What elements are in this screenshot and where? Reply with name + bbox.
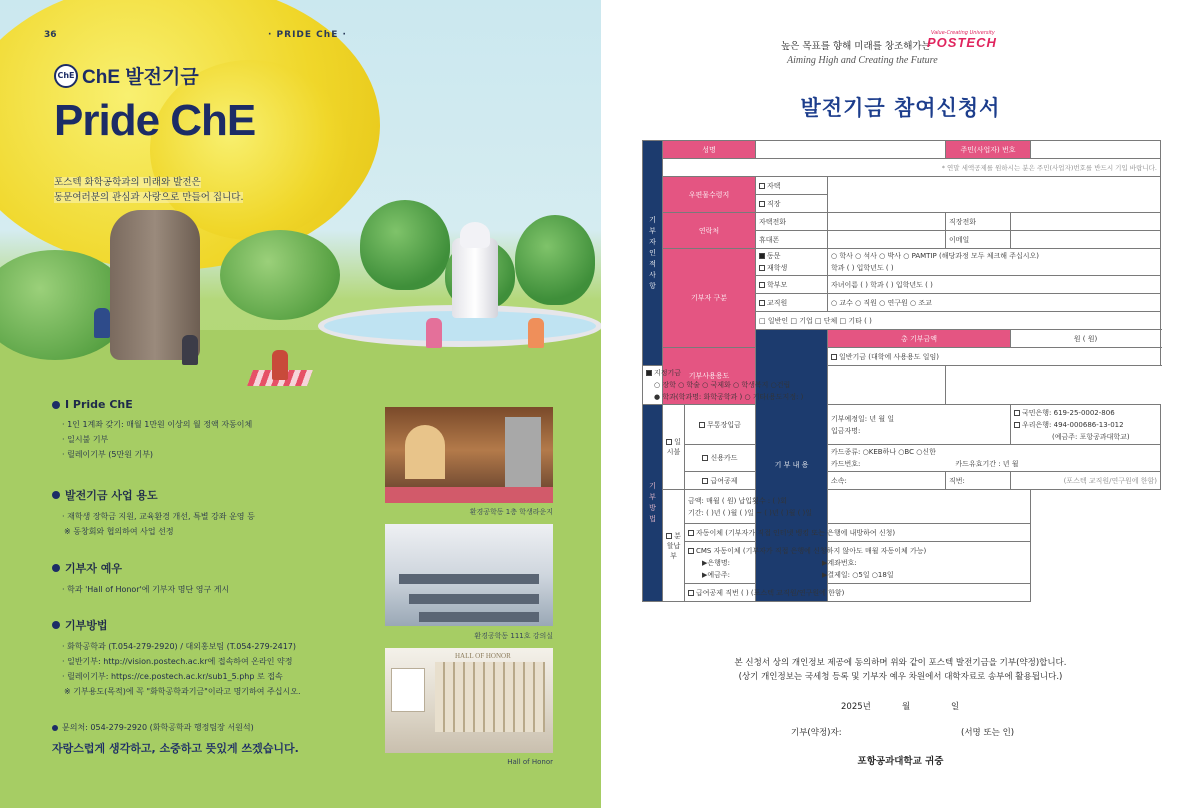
home-phone-field[interactable]	[828, 213, 946, 231]
name-field[interactable]	[756, 141, 946, 159]
label-resident-no: 주민(사업자) 번호	[946, 141, 1031, 159]
cms-note: (기부자가 직접 은행에 신청하지 않아도 매월 자동이체 가능)	[742, 546, 927, 555]
contact-info	[52, 722, 254, 733]
alumni-student-detail[interactable]	[828, 249, 1161, 276]
section-tag: · PRIDE ChE ·	[268, 30, 347, 40]
checkbox-icon	[831, 354, 837, 360]
position-field[interactable]: 직번:	[946, 472, 1011, 490]
installment-amount: 금액: 매월 ( 원) 납입횟수 : ( )회	[688, 496, 787, 505]
option-payroll-2[interactable]	[685, 584, 1031, 602]
intro-text	[54, 175, 294, 205]
section-item: · 학과 'Hall of Honor'에 기부자 명단 영구 게시	[62, 585, 230, 594]
option-label: 지정기금	[654, 369, 682, 377]
bullet-icon	[52, 564, 60, 572]
side-label-donor-info: 기 부 자 인 적 사 항	[643, 141, 663, 366]
label-home-phone: 자택전화	[756, 213, 828, 231]
option-auto-transfer[interactable]	[685, 524, 1031, 542]
designated-department: ● 학과(학과명: 화학공학과 ) ○ 기타(용도지정: )	[654, 393, 804, 401]
option-credit-card[interactable]	[685, 445, 756, 472]
card-type: 카드종류: ○KEB하나 ○BC ○신한	[831, 448, 936, 456]
checkbox-icon	[688, 590, 694, 596]
installment-period: 기간: ( )년 ( )월 ( )일 ~ ( )년 ( )월 ( )일	[688, 508, 813, 517]
option-label: 급여공제	[710, 476, 738, 485]
photo-caption: 환경공학동 111호 강의실	[474, 632, 553, 640]
account-holder: (예금주: 포항공과대학교)	[1052, 432, 1130, 441]
mail-address-field[interactable]	[828, 177, 1161, 213]
option-label: 직장	[767, 199, 781, 208]
consent-line: (상기 개인정보는 국세청 등록 및 기부자 예우 차원에서 대학자료로 송부에 활용됩니다.)	[738, 672, 1063, 682]
option-designated-fund[interactable]	[643, 366, 946, 405]
intro-line: 동문여러분의 관심과 사랑으로 만들어 집니다.	[54, 192, 244, 203]
section-title: 발전기금 사업 용도	[65, 489, 158, 502]
option-parent[interactable]	[756, 276, 828, 294]
photo-hall-of-honor	[385, 648, 553, 753]
option-bank-deposit[interactable]	[685, 405, 756, 445]
label-total-amount: 총 기부금액	[828, 330, 1011, 348]
option-label: CMS 자동이체	[696, 546, 741, 555]
parent-detail[interactable]: 자녀이름 ( ) 학과 ( ) 입학년도 ( )	[828, 276, 1161, 294]
option-label: 무통장입금	[707, 420, 741, 429]
bush	[220, 230, 340, 320]
option-home-address[interactable]	[756, 177, 828, 195]
label-name: 성명	[663, 141, 756, 159]
option-payroll[interactable]	[685, 472, 756, 490]
label-office-phone: 직장전화	[946, 213, 1011, 231]
option-installment[interactable]	[663, 490, 685, 602]
photo-lecture-room	[385, 524, 553, 626]
payroll-note: (포스텍 교직원/연구원에 한함)	[1011, 472, 1161, 490]
side-label-method: 기 부 방 법	[643, 405, 663, 602]
section-title: 기부방법	[65, 619, 108, 632]
photo-student-lounge	[385, 407, 553, 503]
degree-options: ○ 학사 ○ 석사 ○ 박사 ○ PAMTIP (해당과정 모두 체크해 주십시오)	[831, 252, 1040, 260]
person-illustration	[94, 308, 110, 338]
section-item: · 화학공학과 (T.054-279-2920) / 대외홍보팀 (T.054-279-2417)	[62, 642, 297, 651]
checkbox-icon	[702, 455, 708, 461]
label-email: 이메일	[946, 231, 1011, 249]
depositor-name: 입금자명:	[831, 426, 861, 435]
checkbox-checked-icon	[646, 370, 652, 376]
section-item: · 1인 1계좌 갖기: 매월 1만원 이상의 월 정액 자동이체	[62, 420, 253, 429]
person-illustration	[426, 318, 442, 348]
background-tree	[360, 200, 450, 290]
section-title: 기부자 예우	[65, 562, 122, 575]
checkbox-icon	[699, 422, 705, 428]
section-note: ※ 기부용도(목적)에 꼭 "화학공학과기금"이라고 명기하여 주십시오.	[64, 687, 301, 696]
page-title: Pride ChE	[54, 96, 256, 145]
mobile-field[interactable]	[828, 231, 946, 249]
resident-no-note: * 연말 세액공제를 원하시는 분은 주민(사업자)번호를 반드시 기입 바랍니다.	[663, 159, 1161, 177]
option-alumni-student[interactable]	[756, 249, 828, 276]
option-label: 일반기금 (대학에 사용용도 일임)	[839, 352, 940, 361]
checkbox-checked-icon	[759, 253, 765, 259]
checkbox-icon	[666, 533, 672, 539]
option-label: 자동이체	[696, 528, 724, 537]
section-donation-method	[52, 617, 382, 699]
option-general-fund[interactable]	[828, 348, 1161, 366]
checkbox-icon	[1014, 410, 1020, 416]
checkbox-icon	[759, 201, 765, 207]
fountain-statue	[460, 222, 490, 248]
background-tree	[515, 215, 595, 305]
fountain	[452, 238, 498, 318]
person-illustration	[528, 318, 544, 348]
staff-detail[interactable]: ○ 교수 ○ 직원 ○ 연구원 ○ 조교	[828, 294, 1161, 312]
checkbox-icon	[759, 183, 765, 189]
person-illustration	[272, 350, 288, 380]
option-label: 재학생	[767, 264, 788, 272]
option-office-address[interactable]	[756, 195, 828, 213]
hall-of-honor-sign: HALL OF HONOR	[455, 652, 511, 660]
section-note: ※ 동창회와 협의하여 사업 선정	[64, 527, 174, 536]
cms-bank-name: ▶은행명:	[702, 558, 731, 567]
checkbox-icon	[759, 282, 765, 288]
checkbox-icon	[688, 548, 694, 554]
checkbox-icon	[759, 265, 765, 271]
bank-accounts	[1011, 405, 1161, 445]
bank-account-2: 우리은행: 494-000686-13-012	[1022, 420, 1124, 429]
university-motto: Aiming High and Creating the Future	[787, 55, 938, 66]
other-donor-options[interactable]: □ 일반인 □ 기업 □ 단체 □ 기타 ( )	[756, 312, 1161, 330]
option-label: 동문	[767, 252, 781, 260]
total-amount-field[interactable]: 원 ( 원)	[1011, 330, 1161, 348]
closing-message: 자랑스럽게 생각하고, 소중하고 뜻있게 쓰겠습니다.	[52, 742, 299, 755]
email-field[interactable]	[1011, 231, 1161, 249]
bullet-icon	[52, 491, 60, 499]
section-item: · 일시불 기부	[62, 435, 109, 444]
auto-transfer-note: (기부자가 직접 인터넷 뱅킹 또는 은행에 내방하여 신청)	[725, 528, 896, 537]
addressee: 포항공과대학교 귀중	[857, 756, 944, 767]
right-page	[601, 0, 1200, 808]
option-label: 학부모	[767, 280, 788, 289]
checkbox-icon	[702, 478, 708, 484]
card-expiry: 카드유효기간 : 년 월	[955, 460, 1019, 468]
section-i-pride-che	[52, 398, 382, 462]
checkbox-icon	[688, 530, 694, 536]
section-item: · 재학생 장학금 지원, 교육환경 개선, 특별 강좌 운영 등	[62, 512, 255, 521]
option-lump-sum[interactable]	[663, 405, 685, 490]
signature-field[interactable]: (서명 또는 인)	[961, 728, 1015, 738]
section-item: · 릴레이기부: https://ce.postech.ac.kr/sub1_5.php 로 접속	[62, 672, 283, 681]
option-label: 자택	[767, 181, 781, 190]
option-cms[interactable]	[685, 542, 1031, 584]
installment-amount-period[interactable]	[685, 490, 1031, 524]
option-label: 교직원	[767, 298, 788, 307]
label-purpose: 기부사용용도	[663, 348, 756, 405]
page-number: 36	[44, 30, 57, 40]
person-illustration	[182, 335, 198, 365]
option-staff[interactable]	[756, 294, 828, 312]
label-contact: 연락처	[663, 213, 756, 249]
section-donor-honors	[52, 560, 382, 597]
contact-text: 문의처: 054-279-2920 (화학공학과 행정팀장 서원석)	[62, 723, 254, 732]
university-slogan: 높은 목표를 향해 미래를 창조해가는	[781, 41, 931, 52]
affiliation-field[interactable]: 소속:	[828, 472, 946, 490]
checkbox-icon	[759, 300, 765, 306]
resident-no-field[interactable]	[1031, 141, 1161, 159]
side-label-donation: 기 부 내 용	[756, 330, 828, 602]
bullet-icon	[52, 401, 60, 409]
option-label: 신용카드	[710, 454, 738, 462]
section-title: I Pride ChE	[65, 398, 133, 411]
form-title: 발전기금 참여신청서	[800, 96, 1001, 120]
photo-caption: 환경공학동 1층 학생라운지	[469, 508, 553, 516]
signer-label: 기부(약정)자:	[791, 728, 842, 738]
card-detail[interactable]	[828, 445, 1161, 472]
label-donor-type: 기부자 구분	[663, 249, 756, 348]
brand-tagline: Value-Creating University	[931, 30, 995, 36]
checkbox-icon	[1014, 422, 1020, 428]
checkbox-icon	[666, 439, 672, 445]
consent-statement	[601, 656, 1200, 684]
office-phone-field[interactable]	[1011, 213, 1161, 231]
bullet-icon	[52, 725, 58, 731]
logo-text: ChE 발전기금	[82, 67, 199, 88]
photo-caption: Hall of Honor	[507, 758, 553, 766]
section-item: · 릴레이기부 (5만원 기부)	[62, 450, 154, 459]
che-logo-badge: ChE	[54, 64, 78, 88]
date-year: 2025년	[841, 702, 871, 712]
date-day: 일	[951, 702, 960, 712]
option-label: 일시불	[666, 438, 681, 456]
date-month: 월	[902, 702, 911, 712]
option-label: 급여공제 직번 ( ) (포스텍 교직원/연구원에 한함)	[696, 588, 845, 597]
card-number: 카드번호:	[831, 460, 861, 468]
intro-line: 포스텍 화학공학과의 미래와 발전은	[54, 177, 201, 188]
section-item: · 일반기부: http://vision.postech.ac.kr에 접속하여 온라인 약정	[62, 657, 293, 666]
deposit-date: 기부예정일: 년 월 일	[831, 414, 895, 423]
student-detail: 학과 ( ) 입학년도 ( )	[831, 264, 894, 272]
section-fund-usage	[52, 487, 382, 539]
designated-options: ○ 장학 ○ 학술 ○ 국제화 ○ 학생복지 ○건립	[654, 381, 791, 389]
bullet-icon	[52, 621, 60, 629]
postech-logo: POSTECH	[927, 35, 997, 50]
cms-holder: ▶예금주:	[702, 570, 731, 579]
donation-form	[642, 140, 1161, 602]
deposit-detail[interactable]	[828, 405, 1011, 445]
option-label: 분할납부	[666, 531, 681, 560]
label-mobile: 휴대폰	[756, 231, 828, 249]
bank-account-1: 국민은행: 619-25-0002-806	[1022, 408, 1115, 417]
consent-line: 본 신청서 상의 개인정보 제공에 동의하며 위와 같이 포스텍 발전기금을 기부(약정)합니다.	[734, 658, 1067, 668]
cms-account-no: ▶계좌번호:	[822, 558, 857, 567]
cms-pay-day: ▶결제일: ○5일 ○18일	[822, 570, 894, 579]
label-mail-address: 우편물수령지	[663, 177, 756, 213]
